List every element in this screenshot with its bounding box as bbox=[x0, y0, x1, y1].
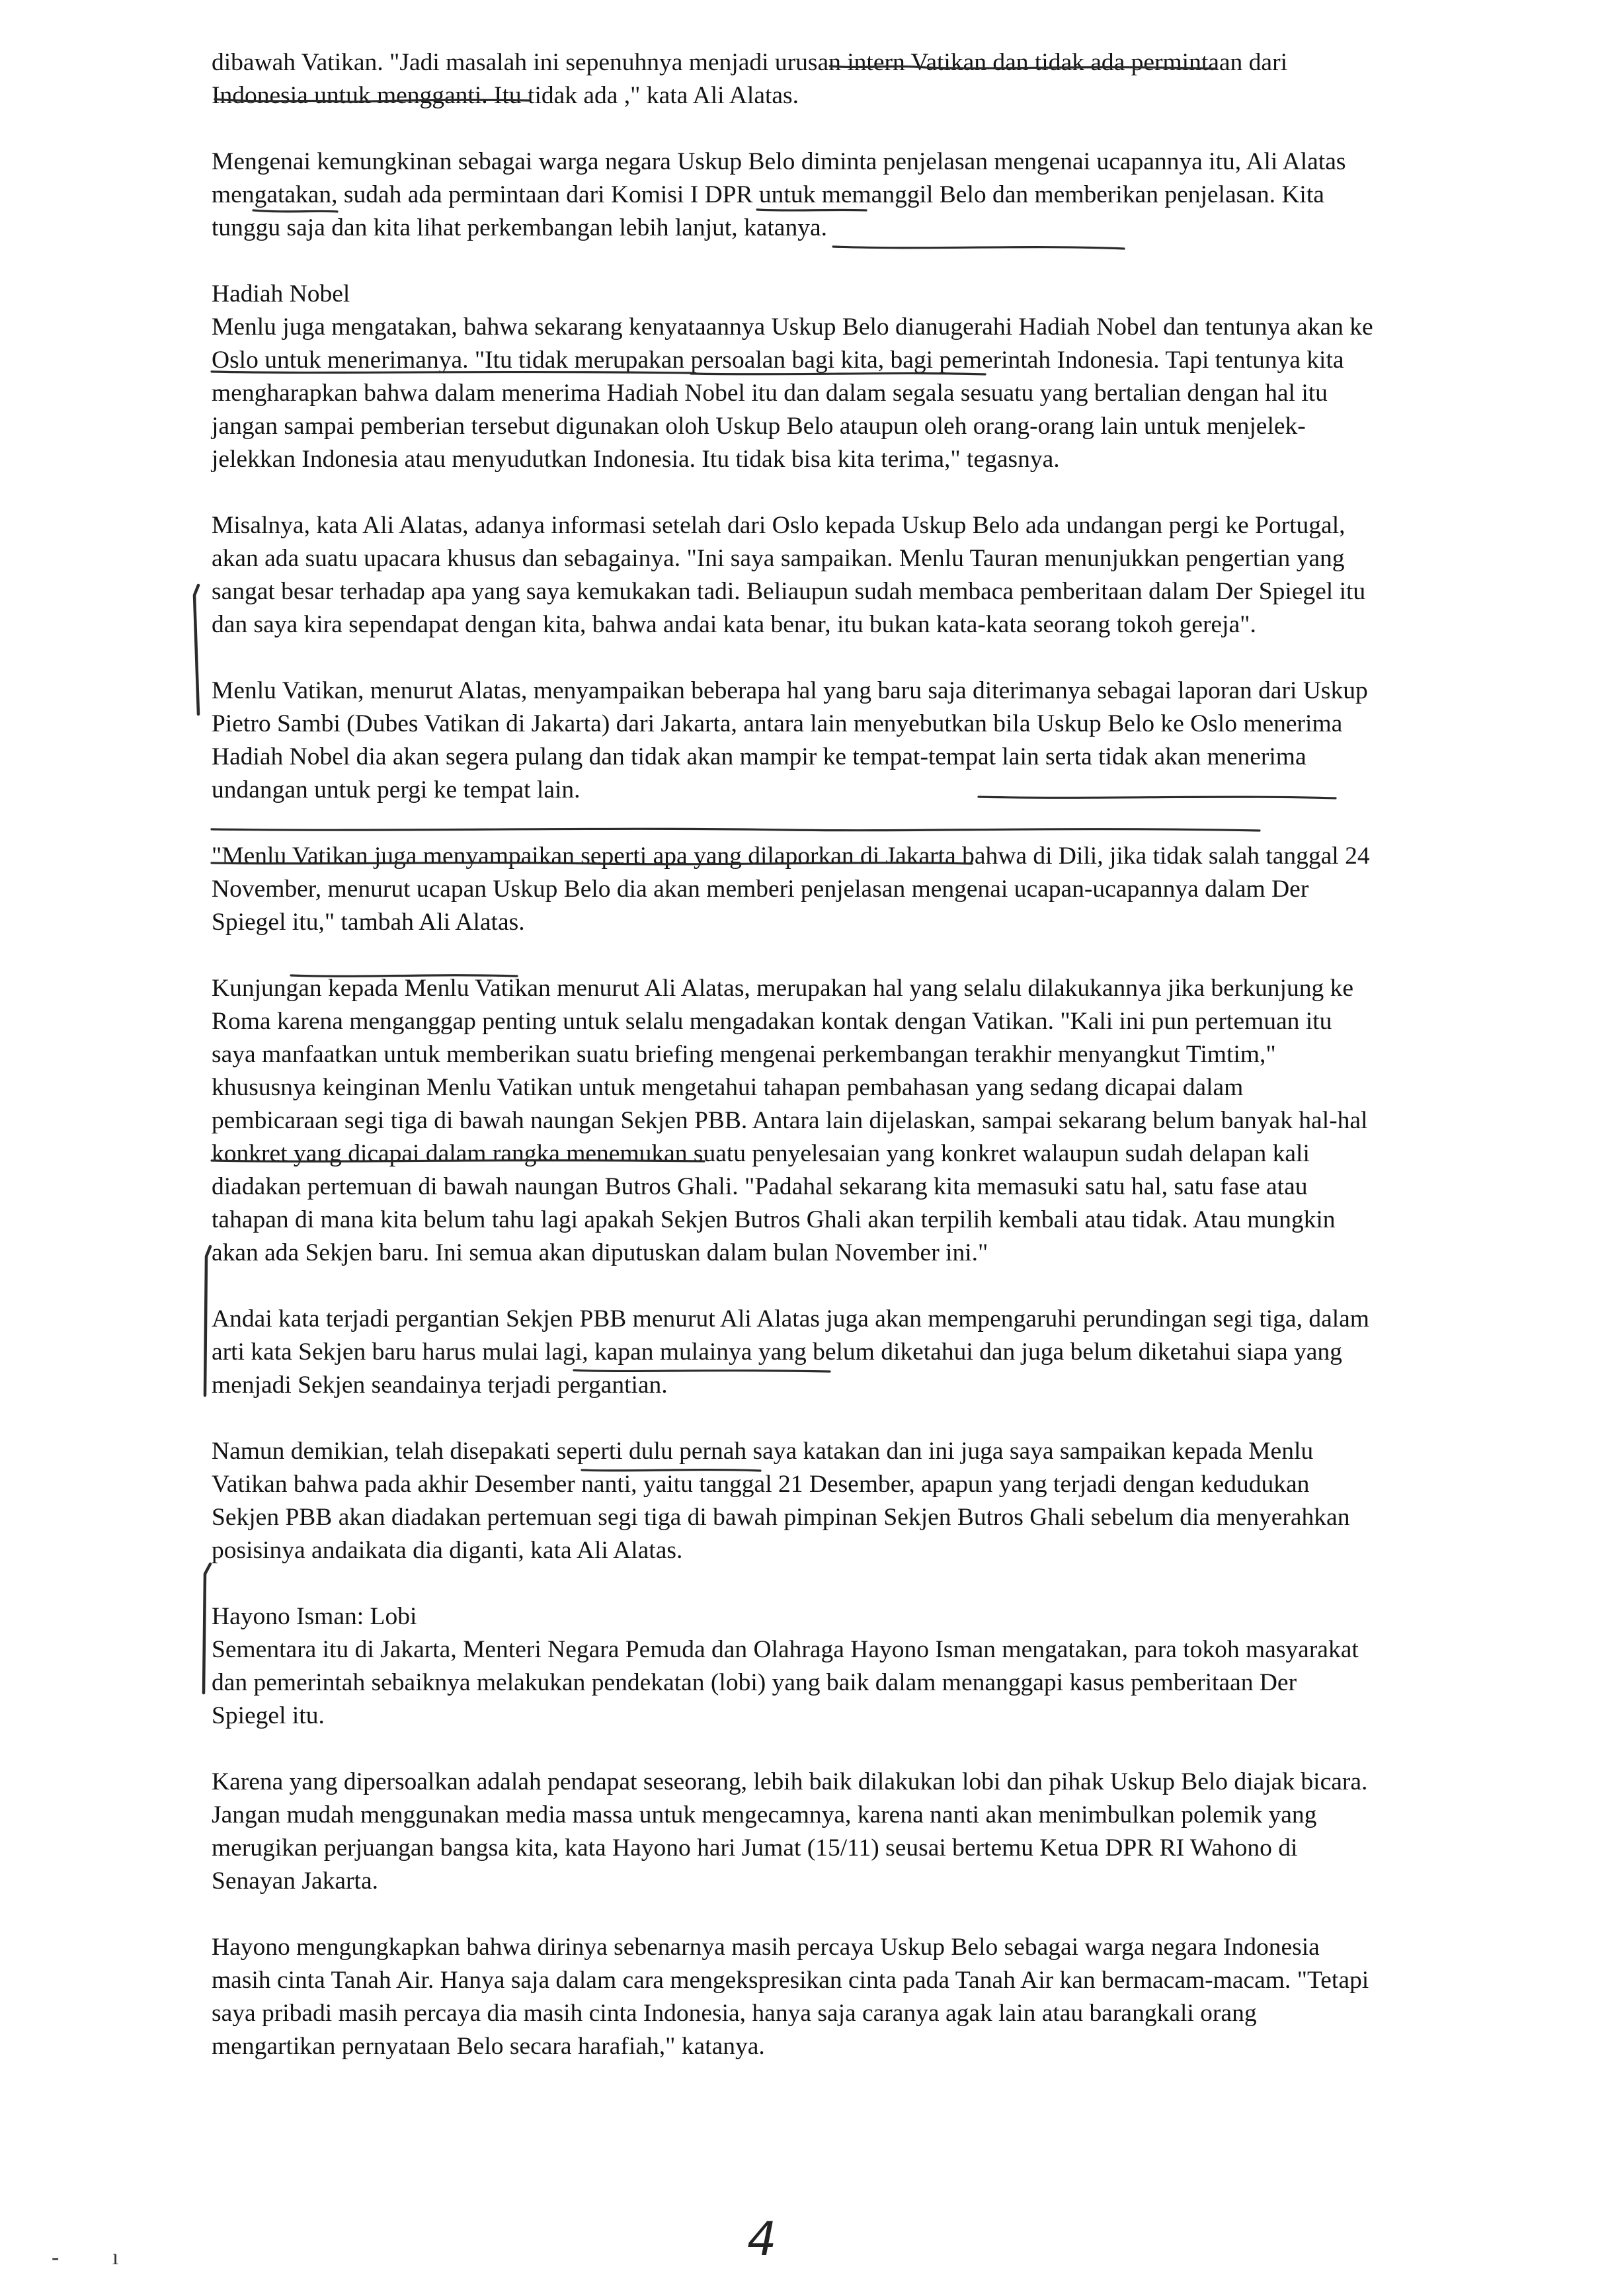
paragraph: Andai kata terjadi pergantian Sekjen PBB menurut Ali Alatas juga akan mempengaruhi perundingan segi tiga, dalam arti kata Sekjen baru harus mulai lagi, kapan mulainya yang belum diketahui dan juga belum diketahui siapa yang menjadi Sekjen seandainya terjadi pergantian. bbox=[212, 1305, 1369, 1399]
paragraph-text: Menlu juga mengatakan, bahwa sekarang kenyataannya Uskup Belo dianugerahi Hadiah Nobel dan tentunya akan ke Oslo untuk menerimanya. "Itu tidak merupakan persoalan bagi kita, bagi pemerintah Indonesia. Tapi tentunya kita mengharapkan bahwa dalam menerima Hadiah Nobel itu dan dalam segala sesuatu yang bertalian dengan hal itu jangan sampai pemberian tersebut digunakan oloh Uskup Belo ataupun oleh orang-orang lain untuk menjelek-jelekkan Indonesia atau menyudutkan Indonesia. Itu tidak bisa kita terima," tegasnya. bbox=[212, 313, 1373, 473]
paragraph: dibawah Vatikan. "Jadi masalah ini sepenuhnya menjadi urusan intern Vatikan dan tidak ada permintaan dari Indonesia untuk mengganti. Itu tidak ada ," kata Ali Alatas. bbox=[212, 49, 1287, 109]
margin-bracket-mark bbox=[194, 585, 198, 714]
paragraph-with-heading bbox=[212, 278, 1375, 476]
paragraph: Hayono mengungkapkan bahwa dirinya sebenarnya masih percaya Uskup Belo sebagai warga negara Indonesia masih cinta Tanah Air. Hanya saja dalam cara mengekspresikan cinta pada Tanah Air kan bermacam-macam. "Tetapi saya pribadi masih percaya dia masih cinta Indonesia, hanya saja caranya agak lain atau barangkali orang mengartikan pernyataan Belo secara harafiah," katanya. bbox=[212, 1934, 1369, 2060]
document-body bbox=[212, 46, 1375, 2063]
paragraph: Kunjungan kepada Menlu Vatikan menurut Ali Alatas, merupakan hal yang selalu dilakukannya jika berkunjung ke Roma karena menganggap penting untuk selalu mengadakan kontak dengan Vatikan. "Kali ini pun pertemuan itu saya manfaatkan untuk memberikan suatu briefing mengenai perkembangan terakhir menyangkut Timtim," khususnya keinginan Menlu Vatikan untuk mengetahui tahapan pembahasan yang sedang dicapai dalam pembicaraan segi tiga di bawah naungan Sekjen PBB. Antara lain dijelaskan, sampai sekarang belum banyak hal-hal konkret yang dicapai dalam rangka menemukan suatu penyelesaian yang konkret walaupun sudah delapan kali diadakan pertemuan di bawah naungan Butros Ghali. "Padahal sekarang kita memasuki satu hal, satu fase atau tahapan di mana kita belum tahu lagi apakah Sekjen Butros Ghali akan terpilih kembali atau tidak. Atau mungkin akan ada Sekjen baru. Ini semua akan diputuskan dalam bulan November ini." bbox=[212, 975, 1368, 1266]
paragraph: Misalnya, kata Ali Alatas, adanya informasi setelah dari Oslo kepada Uskup Belo ada undangan pergi ke Portugal, akan ada suatu upacara khusus dan sebagainya. "Ini saya sampaikan. Menlu Tauran menunjukkan pengertian yang sangat besar terhadap apa yang saya kemukakan tadi. Beliaupun sudah membaca pemberitaan dalam Der Spiegel itu dan saya kira sependapat dengan kita, bahwa andai kata benar, itu bukan kata-kata seorang tokoh gereja". bbox=[212, 512, 1366, 638]
paragraph: Mengenai kemungkinan sebagai warga negara Uskup Belo diminta penjelasan mengenai ucapannya itu, Ali Alatas mengatakan, sudah ada permintaan dari Komisi I DPR untuk memanggil Belo dan memberikan penjelasan. Kita tunggu saja dan kita lihat perkembangan lebih lanjut, katanya. bbox=[212, 148, 1346, 241]
section-heading: Hayono Isman: Lobi bbox=[212, 1603, 417, 1630]
margin-bracket-mark bbox=[204, 1564, 210, 1693]
paragraph: Menlu Vatikan, menurut Alatas, menyampaikan beberapa hal yang baru saja diterimanya sebagai laporan dari Uskup Pietro Sambi (Dubes Vatikan di Jakarta) dari Jakarta, antara lain menyebutkan bila Uskup Belo ke Oslo menerima Hadiah Nobel dia akan segera pulang dan tidak akan mampir ke tempat-tempat lain serta tidak akan menerima undangan untuk pergi ke tempat lain. bbox=[212, 677, 1368, 803]
paragraph: Namun demikian, telah disepakati seperti dulu pernah saya katakan dan ini juga saya sampaikan kepada Menlu Vatikan bahwa pada akhir Desember nanti, yaitu tanggal 21 Desember, apapun yang terjadi dengan kedudukan Sekjen PBB akan diadakan pertemuan segi tiga di bawah pimpinan Sekjen Butros Ghali sebelum dia menyerahkan posisinya andaikata dia diganti, kata Ali Alatas. bbox=[212, 1438, 1350, 1564]
paragraph-text: Sementara itu di Jakarta, Menteri Negara Pemuda dan Olahraga Hayono Isman mengatakan, para tokoh masyarakat dan pemerintah sebaiknya melakukan pendekatan (lobi) yang baik dalam menanggapi kasus pemberitaan Der Spiegel itu. bbox=[212, 1636, 1359, 1729]
page-number: 4 bbox=[747, 2212, 777, 2266]
section-heading: Hadiah Nobel bbox=[212, 280, 350, 308]
margin-bracket-mark bbox=[205, 1247, 210, 1395]
scan-corner-marks: - ı bbox=[52, 2245, 143, 2270]
paragraph: "Menlu Vatikan juga menyampaikan seperti apa yang dilaporkan di Jakarta bahwa di Dili, jika tidak salah tanggal 24 November, menurut ucapan Uskup Belo dia akan memberi penjelasan mengenai ucapan-ucapannya dalam Der Spiegel itu," tambah Ali Alatas. bbox=[212, 842, 1370, 936]
paragraph-with-heading bbox=[212, 1600, 1375, 1733]
paragraph: Karena yang dipersoalkan adalah pendapat seseorang, lebih baik dilakukan lobi dan pihak Uskup Belo diajak bicara. Jangan mudah menggunakan media massa untuk mengecamnya, karena nanti akan menimbulkan polemik yang merugikan perjuangan bangsa kita, kata Hayono hari Jumat (15/11) seusai bertemu Ketua DPR RI Wahono di Senayan Jakarta. bbox=[212, 1768, 1368, 1895]
